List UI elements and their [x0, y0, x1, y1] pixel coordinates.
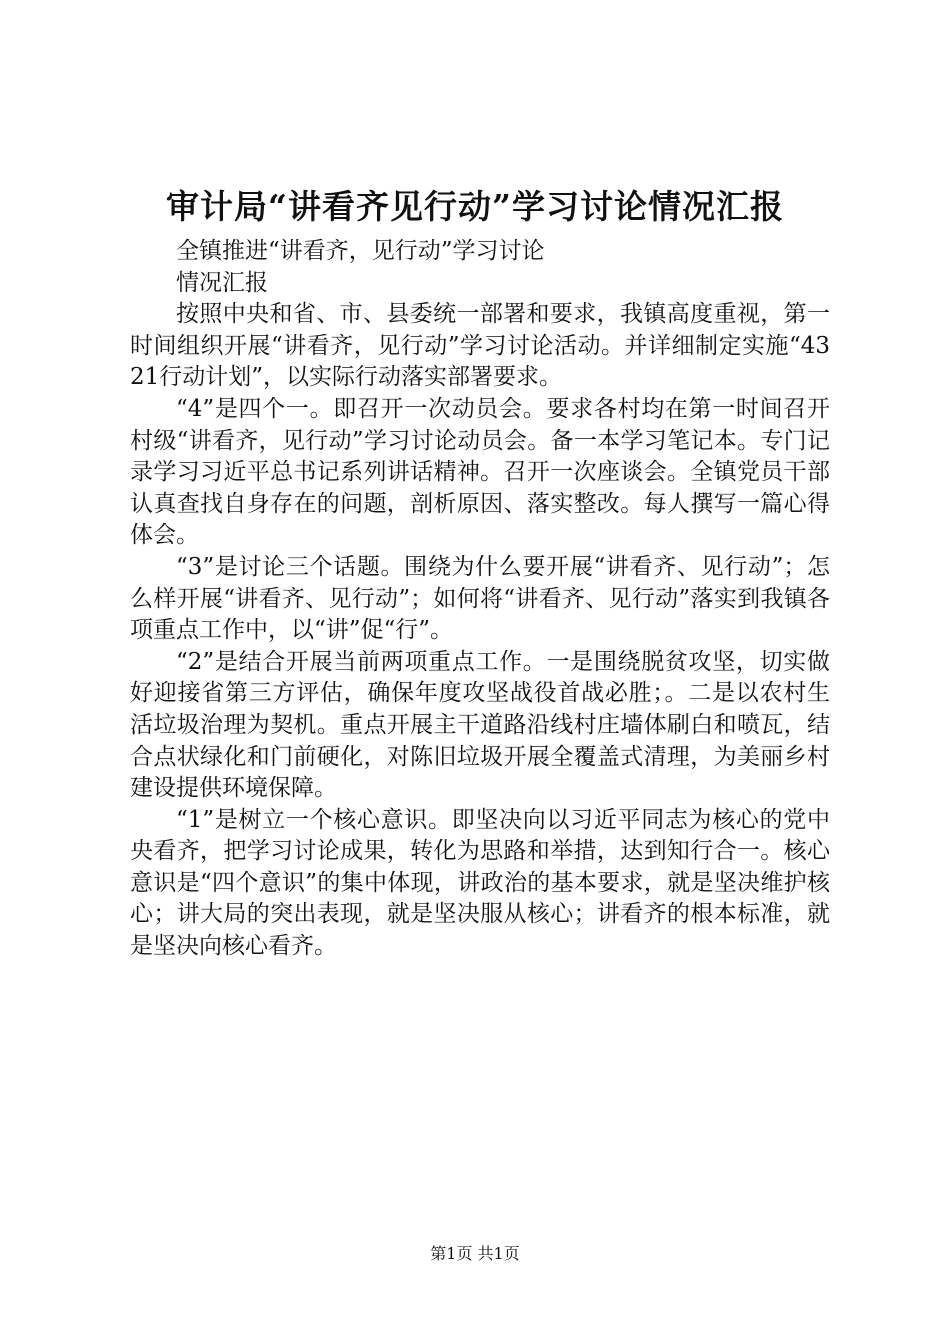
document-title: 审计局“讲看齐见行动”学习讨论情况汇报 [166, 187, 784, 226]
paragraph-item-1: “1”是树立一个核心意识。即坚决向以习近平同志为核心的党中央看齐，把学习讨论成果，转化为思路和举措，达到知行合一。核心意识是“四个意识”的集中体现，讲政治的基本要求，就是坚决维护核心；讲大局的突出表现，就是坚决服从核心；讲看齐的根本标准，就是坚决向核心看齐。 [130, 806, 830, 960]
document-body [130, 236, 830, 963]
paragraph-subtitle-line-1: 全镇推进“讲看齐，见行动”学习讨论 [176, 238, 545, 264]
paragraph-item-4: “4”是四个一。即召开一次动员会。要求各村均在第一时间召开村级“讲看齐，见行动”学习讨论动员会。备一本学习笔记本。专门记录学习习近平总书记系列讲话精神。召开一次座谈会。全镇党员干部认真查找自身存在的问题，剖析原因、落实整改。每人撰写一篇心得体会。 [130, 395, 830, 549]
paragraph-subtitle-line-2: 情况汇报 [176, 269, 268, 296]
paragraph-item-2: “2”是结合开展当前两项重点工作。一是围绕脱贫攻坚，切实做好迎接省第三方评估，确保年度攻坚战役首战必胜；。二是以农村生活垃圾治理为契机。重点开展主干道路沿线村庄墙体刷白和喷瓦，结合点状绿化和门前硬化，对陈旧垃圾开展全覆盖式清理，为美丽乡村建设提供环境保障。 [130, 648, 830, 802]
paragraph-intro: 按照中央和省、市、县委统一部署和要求，我镇高度重视，第一时间组织开展“讲看齐，见行动”学习讨论活动。并详细制定实施“4321行动计划”，以实际行动落实部署要求。 [130, 301, 830, 391]
page-footer: 第1页 共1页 [430, 1244, 520, 1263]
paragraph-item-3: “3”是讨论三个话题。围绕为什么要开展“讲看齐、见行动”；怎么样开展“讲看齐、见行动”；如何将“讲看齐、见行动”落实到我镇各项重点工作中，以“讲”促“行”。 [130, 553, 830, 644]
